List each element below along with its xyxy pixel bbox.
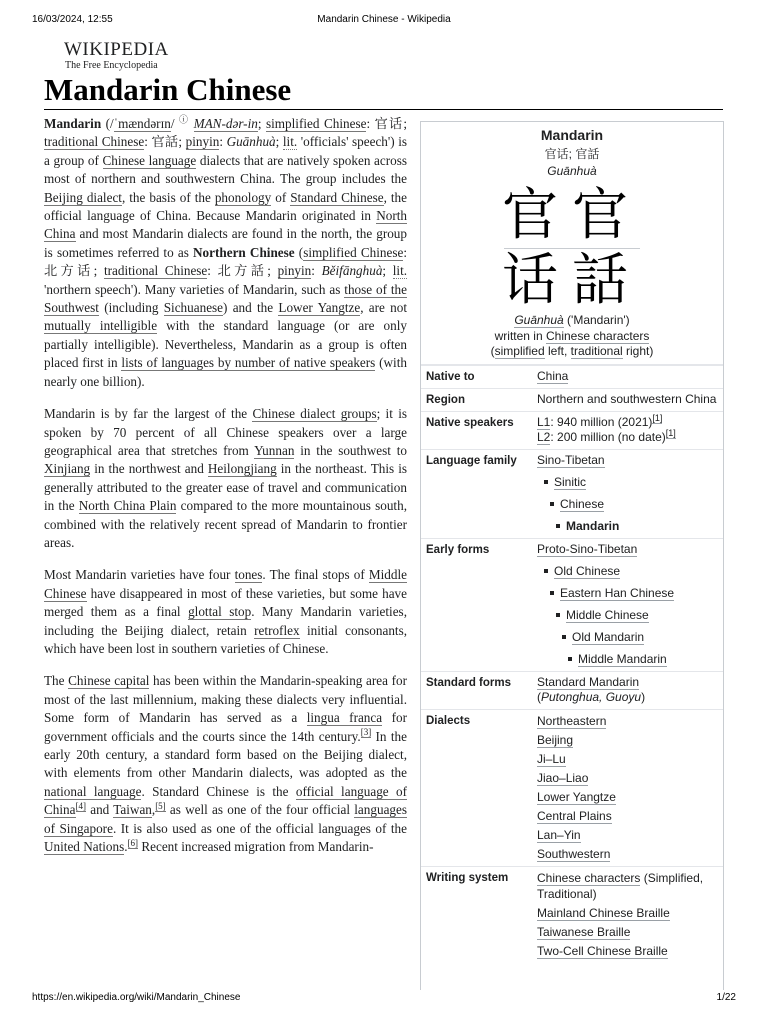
text: in the northeast. This is generally attributed to the greater ease of travel and communication in the (44, 461, 407, 514)
link-heilongjiang[interactable]: Heilongjiang (207, 461, 277, 477)
link-lingua-franca[interactable]: lingua franca (306, 710, 383, 726)
infobox-row-writing-system (421, 866, 723, 963)
link-traditional-chinese[interactable]: traditional Chinese (44, 134, 145, 150)
text: 'northern speech'). Many varieties of Mandarin, such as (44, 281, 345, 297)
text: ; (275, 134, 283, 150)
ipa-link[interactable]: ˈmændərɪn (113, 116, 171, 131)
page-title: Mandarin Chinese (44, 72, 292, 107)
text: . Many Mandarin varieties, including the Beijing dialect, retain (44, 604, 407, 638)
infobox-row-native-speakers (421, 411, 723, 449)
link-literally[interactable]: lit. (392, 263, 408, 279)
text: : (207, 263, 218, 279)
print-header (32, 14, 736, 28)
text: have disappeared in most of these varieties, but some have merged them as a final (44, 585, 407, 620)
reference-1[interactable]: [1] (652, 412, 663, 423)
chinese-text: 北方話 (217, 263, 268, 279)
link-dialect[interactable]: Lower Yangtze (537, 789, 616, 804)
logo-wordmark: WIKIPEDIA (64, 39, 169, 60)
link-dialect[interactable]: Jiao–Liao (537, 770, 589, 785)
text: ; (403, 116, 407, 131)
text: as well as one of the four official (165, 802, 355, 818)
caption-simplified-link[interactable]: simplified (494, 344, 545, 358)
link-simplified-chinese[interactable]: simplified Chinese (265, 116, 367, 131)
link-official-language-of-china[interactable]: official language of China (44, 783, 408, 818)
infobox (420, 121, 724, 990)
image-characters-bottom: 话話 (502, 248, 642, 313)
row-value: : 200 million (no date) (550, 429, 666, 444)
list-item (554, 474, 719, 490)
text: , (151, 802, 156, 818)
caption-text: ('Mandarin') (563, 313, 630, 327)
row-value: Traditional) (537, 886, 597, 901)
text: ) and the (223, 300, 279, 316)
text: and most Mandarin dialects are found in the north, the group is sometimes referred to as (44, 226, 407, 260)
link-middle-chinese[interactable]: Middle Chinese (44, 567, 408, 601)
list-item (560, 585, 719, 601)
row-value: : 940 million (2021) (550, 414, 653, 429)
link-southwestern-mandarin[interactable]: those of the Southwest (44, 281, 407, 316)
row-label: Native to (426, 370, 475, 383)
print-url: https://en.wikipedia.org/wiki/Mandarin_Chinese (32, 992, 241, 1003)
infobox-row-standard-forms (421, 671, 723, 709)
link-mutual-intelligibility[interactable]: mutually intelligible (44, 318, 158, 334)
text: in the northwest and (90, 461, 208, 477)
text: ; it is spoken by 70 percent of all Chinese speakers over a large geographical area that stretches from (44, 406, 407, 458)
audio-play-icon[interactable]: ⓘ (178, 114, 190, 125)
link-l1[interactable]: L1 (537, 414, 551, 429)
paragraph-phonology (44, 566, 407, 658)
chinese-text: 官話 (151, 134, 179, 150)
reference-5[interactable]: [5] (155, 800, 166, 811)
text: : (219, 134, 227, 150)
text: of (271, 189, 291, 205)
row-value: ) (641, 689, 646, 704)
row-label: Region (426, 393, 465, 406)
row-value: (Simplified, (640, 870, 704, 885)
link-chinese-characters[interactable]: Chinese characters (537, 870, 641, 885)
infobox-row-dialects (421, 709, 723, 866)
link-sichuanese[interactable]: Sichuanese (163, 300, 224, 316)
text: The (44, 673, 69, 689)
text: Most Mandarin varieties have four (44, 567, 235, 583)
text: in the southwest to (294, 442, 407, 458)
infobox-romanization: Guānhuà (547, 164, 597, 178)
lead-term: Mandarin (44, 116, 102, 131)
link-languages-of-singapore[interactable]: languages of Singapore (44, 802, 407, 836)
text: ; (382, 263, 393, 279)
infobox-row-native-to (421, 365, 723, 388)
link-taiwan[interactable]: Taiwan (113, 802, 152, 818)
link-sino-tibetan[interactable]: Sino-Tibetan (537, 452, 605, 467)
link-tones[interactable]: tones (234, 567, 263, 583)
caption-chinese-characters-link[interactable]: Chinese characters (545, 328, 650, 343)
chinese-text: 官话 (374, 116, 404, 131)
list-item (554, 563, 719, 579)
link-old-mandarin[interactable]: Old Mandarin (572, 629, 645, 644)
title-divider (44, 109, 723, 110)
current-language: Mandarin (566, 518, 620, 533)
link-pinyin[interactable]: pinyin (277, 263, 312, 279)
image-characters-top: 官官 (502, 183, 642, 248)
row-label: Writing system (426, 871, 509, 884)
link-dialect[interactable]: Southwestern (537, 846, 611, 861)
text: for government officials and the courts since the 14th century. (44, 710, 407, 744)
caption-text: ( (490, 344, 495, 358)
text: ; (93, 263, 104, 279)
infobox-row-early-forms (421, 538, 723, 671)
infobox-image-caption (421, 313, 723, 365)
text: has been within the Mandarin-speaking area for most of the last millennium, making these dialects very influential. Some form of Mandarin has served as a (44, 673, 407, 726)
text: ; (178, 134, 186, 150)
link-braille[interactable]: Two-Cell Chinese Braille (537, 943, 668, 958)
caption-guanhua-link[interactable]: Guānhuà (514, 313, 564, 327)
link-retroflex[interactable]: retroflex (254, 622, 300, 638)
text: ; (267, 263, 278, 279)
text: ; (257, 116, 266, 131)
infobox-native-script: 官话; 官話 (544, 147, 600, 161)
text: . Standard Chinese is the (141, 783, 296, 799)
text: compared to the more mountainous south, combined with the relatively recent spread of Mandarin to frontier areas. (44, 498, 407, 550)
link-chinese-language[interactable]: Chinese language (102, 152, 197, 168)
print-footer (32, 992, 736, 1006)
list-item (566, 607, 719, 623)
bold-term: Northern Chinese (193, 244, 295, 260)
row-label: Early forms (426, 543, 490, 556)
link-braille[interactable]: Taiwanese Braille (537, 924, 631, 939)
link-china[interactable]: China (537, 368, 569, 383)
row-label: Dialects (426, 714, 471, 727)
link-dialect[interactable]: Northeastern (537, 713, 607, 728)
text: and (86, 802, 114, 818)
link-xinjiang[interactable]: Xinjiang (44, 461, 91, 477)
pinyin-text: Běifānghuà (321, 263, 383, 279)
text (189, 116, 193, 131)
link-middle-mandarin[interactable]: Middle Mandarin (578, 651, 667, 666)
link-dialect[interactable]: Ji–Lu (537, 751, 566, 766)
text: with the standard language (or are only partially intelligible). Nevertheless, Mandarin as a group is often placed first in (44, 318, 407, 371)
row-value: ( (537, 689, 541, 704)
link-middle-chinese[interactable]: Middle Chinese (566, 607, 649, 622)
list-item (572, 629, 719, 645)
link-lower-yangtze[interactable]: Lower Yangtze (278, 300, 361, 316)
wikipedia-logo[interactable] (64, 40, 169, 72)
link-standard-mandarin[interactable]: Standard Mandarin (537, 674, 640, 689)
text: initial consonants, which have been lost in southern varieties of Chinese. (44, 622, 408, 656)
infobox-row-region (421, 388, 723, 411)
link-national-language[interactable]: national language (44, 783, 142, 799)
link-dialect[interactable]: Beijing (537, 732, 574, 747)
chinese-text: 北方话 (44, 263, 94, 279)
caption-text: right) (622, 344, 654, 358)
text: In the early 20th century, a standard form based on the Beijing dialect, with elements from other Mandarin dialects, was adopted as the (44, 728, 407, 781)
row-value: Putonghua, Guoyu (541, 689, 642, 704)
list-item (566, 518, 719, 534)
link-sinitic[interactable]: Sinitic (554, 474, 587, 489)
infobox-image[interactable] (421, 183, 723, 313)
row-label: Language family (426, 454, 517, 467)
link-old-chinese[interactable]: Old Chinese (554, 563, 621, 578)
link-traditional-chinese[interactable]: traditional Chinese (103, 263, 208, 279)
text: Recent increased migration from Mandarin- (138, 839, 374, 855)
link-chinese-dialect-groups[interactable]: Chinese dialect groups (252, 406, 377, 422)
row-label: Standard forms (426, 676, 511, 689)
link-phonology[interactable]: phonology (214, 189, 272, 205)
print-datetime: 16/03/2024, 12:55 (32, 14, 113, 25)
text: Mandarin is by far the largest of the (44, 406, 253, 422)
text: , the official language of China. Because Mandarin originated in (44, 189, 407, 224)
link-literally[interactable]: lit. (282, 134, 298, 150)
link-lists-of-languages[interactable]: lists of languages by number of native speakers (121, 355, 376, 371)
list-item (560, 496, 719, 512)
link-l2[interactable]: L2 (537, 429, 551, 444)
link-north-china[interactable]: North China (44, 208, 407, 242)
link-chinese-capital[interactable]: Chinese capital (68, 673, 150, 689)
text: / (170, 116, 179, 131)
link-beijing-dialect[interactable]: Beijing dialect (44, 189, 122, 205)
text: : (403, 244, 407, 260)
text: 'officials' speech') is a group of (44, 134, 408, 168)
link-north-china-plain[interactable]: North China Plain (78, 498, 177, 514)
print-page-number: 1/22 (716, 992, 736, 1003)
respelling-link[interactable]: MAN-dər-in (193, 116, 258, 131)
reference-1[interactable]: [1] (665, 427, 676, 438)
paragraph-intro (44, 115, 407, 391)
link-united-nations[interactable]: United Nations (44, 839, 125, 855)
caption-traditional-link[interactable]: traditional (570, 344, 623, 358)
list-item (578, 651, 719, 667)
link-standard-chinese[interactable]: Standard Chinese (290, 189, 384, 205)
link-glottal-stop[interactable]: glottal stop (188, 604, 252, 620)
logo-tagline: The Free Encyclopedia (65, 60, 158, 71)
link-braille[interactable]: Mainland Chinese Braille (537, 905, 670, 920)
reference-4[interactable]: [4] (75, 800, 87, 811)
infobox-row-language-family (421, 449, 723, 538)
article-body (44, 115, 407, 870)
reference-3[interactable]: [3] (360, 727, 372, 738)
paragraph-history (44, 672, 407, 856)
text: : (366, 116, 375, 131)
link-yunnan[interactable]: Yunnan (254, 442, 295, 458)
pinyin-text: Guānhuà (226, 134, 276, 150)
print-page-title: Mandarin Chinese - Wikipedia (317, 14, 451, 25)
link-eastern-han-chinese[interactable]: Eastern Han Chinese (560, 585, 675, 600)
link-dialect[interactable]: Lan–Yin (537, 827, 581, 842)
link-dialect[interactable]: Central Plains (537, 808, 612, 823)
link-chinese[interactable]: Chinese (560, 496, 605, 511)
text: . It is also used as one of the official languages of the (112, 820, 407, 836)
text: . The final stops of (262, 567, 369, 583)
text: , the basis of the (121, 189, 215, 205)
text: , are not (360, 300, 407, 316)
caption-text: written in (494, 328, 546, 343)
text: : (311, 263, 322, 279)
text: (/ (101, 116, 114, 131)
infobox-title: Mandarin (540, 127, 604, 143)
text: : (144, 134, 152, 150)
paragraph-extent (44, 405, 407, 552)
text: (with nearly one billion). (44, 355, 407, 389)
caption-text: left, (544, 344, 571, 358)
link-pinyin[interactable]: pinyin (185, 134, 220, 150)
text: dialects that are natively spoken across most of northern and southwestern China. The group includes the (44, 152, 408, 187)
row-value: Northern and southwestern China (537, 391, 717, 406)
text: ( (294, 244, 304, 260)
text: (including (98, 300, 164, 316)
text: . (124, 839, 128, 855)
link-simplified-chinese[interactable]: simplified Chinese (303, 244, 404, 260)
row-label: Native speakers (426, 416, 514, 429)
link-proto-sino-tibetan[interactable]: Proto-Sino-Tibetan (537, 541, 638, 556)
reference-6[interactable]: [6] (127, 837, 139, 848)
